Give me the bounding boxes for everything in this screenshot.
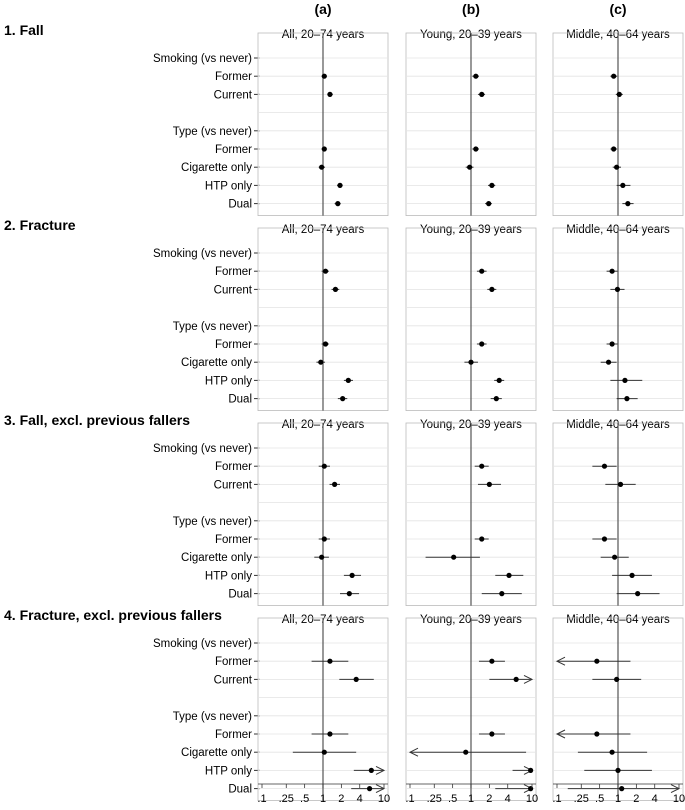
x-tick-label: 2 xyxy=(338,793,345,805)
point-estimate xyxy=(615,287,620,292)
point-estimate xyxy=(479,341,484,346)
point-estimate xyxy=(327,92,332,97)
panel-title: 3. Fall, excl. previous fallers xyxy=(4,412,190,428)
point-estimate xyxy=(369,768,374,773)
x-tick-label: 1 xyxy=(467,793,475,805)
column-title: Middle, 40–64 years xyxy=(566,419,670,431)
row-label: Smoking (vs never) xyxy=(152,443,252,455)
x-tick-label: 4 xyxy=(651,793,658,805)
row-label: Cigarette only xyxy=(181,747,252,760)
row-label: Dual xyxy=(228,588,252,601)
panel xyxy=(4,607,683,801)
point-estimate xyxy=(473,146,478,151)
point-estimate xyxy=(350,573,355,578)
column-letter: (c) xyxy=(609,1,627,17)
x-tick-label: 10 xyxy=(377,793,391,805)
row-label: Type (vs never) xyxy=(172,320,252,333)
point-estimate xyxy=(337,183,342,188)
x-tick-label: 2 xyxy=(633,793,640,805)
point-estimate xyxy=(486,201,491,206)
point-estimate xyxy=(594,731,599,736)
point-estimate xyxy=(609,341,614,346)
row-label: HTP only xyxy=(204,570,252,583)
row-label: Smoking (vs never) xyxy=(152,638,252,650)
point-estimate xyxy=(614,677,619,682)
point-estimate xyxy=(499,591,504,596)
point-estimate xyxy=(609,269,614,274)
column-letter: (a) xyxy=(314,1,332,17)
x-tick-label: 1 xyxy=(319,793,327,805)
row-label: Former xyxy=(214,144,252,156)
point-estimate xyxy=(323,269,328,274)
point-estimate xyxy=(611,146,616,151)
point-estimate xyxy=(322,74,327,79)
point-estimate xyxy=(323,341,328,346)
column-title: Young, 20–39 years xyxy=(420,614,522,626)
point-estimate xyxy=(624,396,629,401)
point-estimate xyxy=(611,74,616,79)
panel xyxy=(4,217,683,411)
panel-title: 4. Fracture, excl. previous fallers xyxy=(4,607,222,623)
x-tick-label: .1 xyxy=(405,793,415,805)
point-estimate xyxy=(612,555,617,560)
point-estimate xyxy=(489,183,494,188)
column-title: Young, 20–39 years xyxy=(420,224,522,236)
column-title: Middle, 40–64 years xyxy=(566,224,670,236)
point-estimate xyxy=(479,464,484,469)
row-label: Dual xyxy=(228,198,252,211)
point-estimate xyxy=(327,731,332,736)
point-estimate xyxy=(487,482,492,487)
point-estimate xyxy=(319,165,324,170)
point-estimate xyxy=(622,378,627,383)
point-estimate xyxy=(451,555,456,560)
point-estimate xyxy=(463,750,468,755)
x-tick-label: 10 xyxy=(525,793,539,805)
point-estimate xyxy=(528,768,533,773)
point-estimate xyxy=(473,74,478,79)
panels-layer xyxy=(4,1,683,801)
point-estimate xyxy=(489,731,494,736)
panel xyxy=(4,412,683,606)
point-estimate xyxy=(629,573,634,578)
x-tick-label: .25 xyxy=(426,793,442,805)
point-estimate xyxy=(609,750,614,755)
row-label: Former xyxy=(214,266,252,279)
point-estimate xyxy=(497,378,502,383)
row-label: Former xyxy=(214,534,252,546)
x-tick-label: 4 xyxy=(356,793,363,805)
row-label: Dual xyxy=(228,783,252,796)
point-estimate xyxy=(322,536,327,541)
x-tick-label: .25 xyxy=(573,793,589,805)
column-title: All, 20–74 years xyxy=(281,419,365,431)
column-title: Young, 20–39 years xyxy=(420,419,522,431)
point-estimate xyxy=(340,396,345,401)
row-label: Current xyxy=(213,284,252,297)
column-title: All, 20–74 years xyxy=(281,614,365,626)
point-estimate xyxy=(620,183,625,188)
point-estimate xyxy=(335,201,340,206)
column-title: All, 20–74 years xyxy=(281,29,365,41)
point-estimate xyxy=(322,464,327,469)
panel-title: 2. Fracture xyxy=(4,217,76,233)
row-label: Cigarette only xyxy=(181,357,252,370)
column-title: Middle, 40–64 years xyxy=(566,29,670,41)
point-estimate xyxy=(606,360,611,365)
row-label: Smoking (vs never) xyxy=(152,53,252,65)
x-tick-label: .1 xyxy=(552,793,562,805)
point-estimate xyxy=(346,378,351,383)
column-title: All, 20–74 years xyxy=(281,224,365,236)
panel-title: 1. Fall xyxy=(4,22,44,38)
x-tick-label: .5 xyxy=(595,793,605,805)
point-estimate xyxy=(319,555,324,560)
row-label: Type (vs never) xyxy=(172,710,252,723)
point-estimate xyxy=(506,573,511,578)
point-estimate xyxy=(367,786,372,791)
x-tick-label: .5 xyxy=(300,793,310,805)
point-estimate xyxy=(528,786,533,791)
point-estimate xyxy=(332,482,337,487)
point-estimate xyxy=(614,165,619,170)
point-estimate xyxy=(322,146,327,151)
row-label: Current xyxy=(213,89,252,102)
x-tick-label: 4 xyxy=(504,793,511,805)
x-tick-label: 1 xyxy=(614,793,622,805)
row-label: Type (vs never) xyxy=(172,125,252,138)
row-label: Former xyxy=(214,656,252,669)
point-estimate xyxy=(354,677,359,682)
point-estimate xyxy=(347,591,352,596)
column-letter: (b) xyxy=(462,1,480,17)
point-estimate xyxy=(602,464,607,469)
point-estimate xyxy=(479,92,484,97)
column-title: Middle, 40–64 years xyxy=(566,614,670,626)
row-label: Type (vs never) xyxy=(172,515,252,528)
point-estimate xyxy=(617,92,622,97)
column-title: Young, 20–39 years xyxy=(420,29,522,41)
row-label: HTP only xyxy=(204,180,252,193)
row-label: Dual xyxy=(228,393,252,406)
point-estimate xyxy=(468,360,473,365)
point-estimate xyxy=(615,768,620,773)
point-estimate xyxy=(594,659,599,664)
row-label: Cigarette only xyxy=(181,162,252,175)
point-estimate xyxy=(625,201,630,206)
point-estimate xyxy=(602,536,607,541)
point-estimate xyxy=(479,269,484,274)
row-label: Former xyxy=(214,339,252,351)
point-estimate xyxy=(327,659,332,664)
panel xyxy=(4,22,683,216)
x-tick-label: 2 xyxy=(486,793,493,805)
row-label: Current xyxy=(213,479,252,492)
point-estimate xyxy=(467,165,472,170)
row-label: Former xyxy=(214,461,252,474)
row-label: Current xyxy=(213,674,252,687)
row-label: Former xyxy=(214,71,252,84)
point-estimate xyxy=(494,396,499,401)
row-label: HTP only xyxy=(204,765,252,778)
point-estimate xyxy=(514,677,519,682)
point-estimate xyxy=(479,536,484,541)
x-tick-label: .1 xyxy=(257,793,267,805)
x-tick-label: .25 xyxy=(278,793,294,805)
row-label: HTP only xyxy=(204,375,252,388)
point-estimate xyxy=(618,482,623,487)
x-tick-label: .5 xyxy=(448,793,458,805)
point-estimate xyxy=(318,360,323,365)
row-label: Former xyxy=(214,729,252,741)
point-estimate xyxy=(489,659,494,664)
x-tick-label: 10 xyxy=(672,793,685,805)
point-estimate xyxy=(489,287,494,292)
row-label: Cigarette only xyxy=(181,552,252,565)
point-estimate xyxy=(619,786,624,791)
point-estimate xyxy=(333,287,338,292)
row-label: Smoking (vs never) xyxy=(152,248,252,260)
point-estimate xyxy=(322,750,327,755)
point-estimate xyxy=(635,591,640,596)
